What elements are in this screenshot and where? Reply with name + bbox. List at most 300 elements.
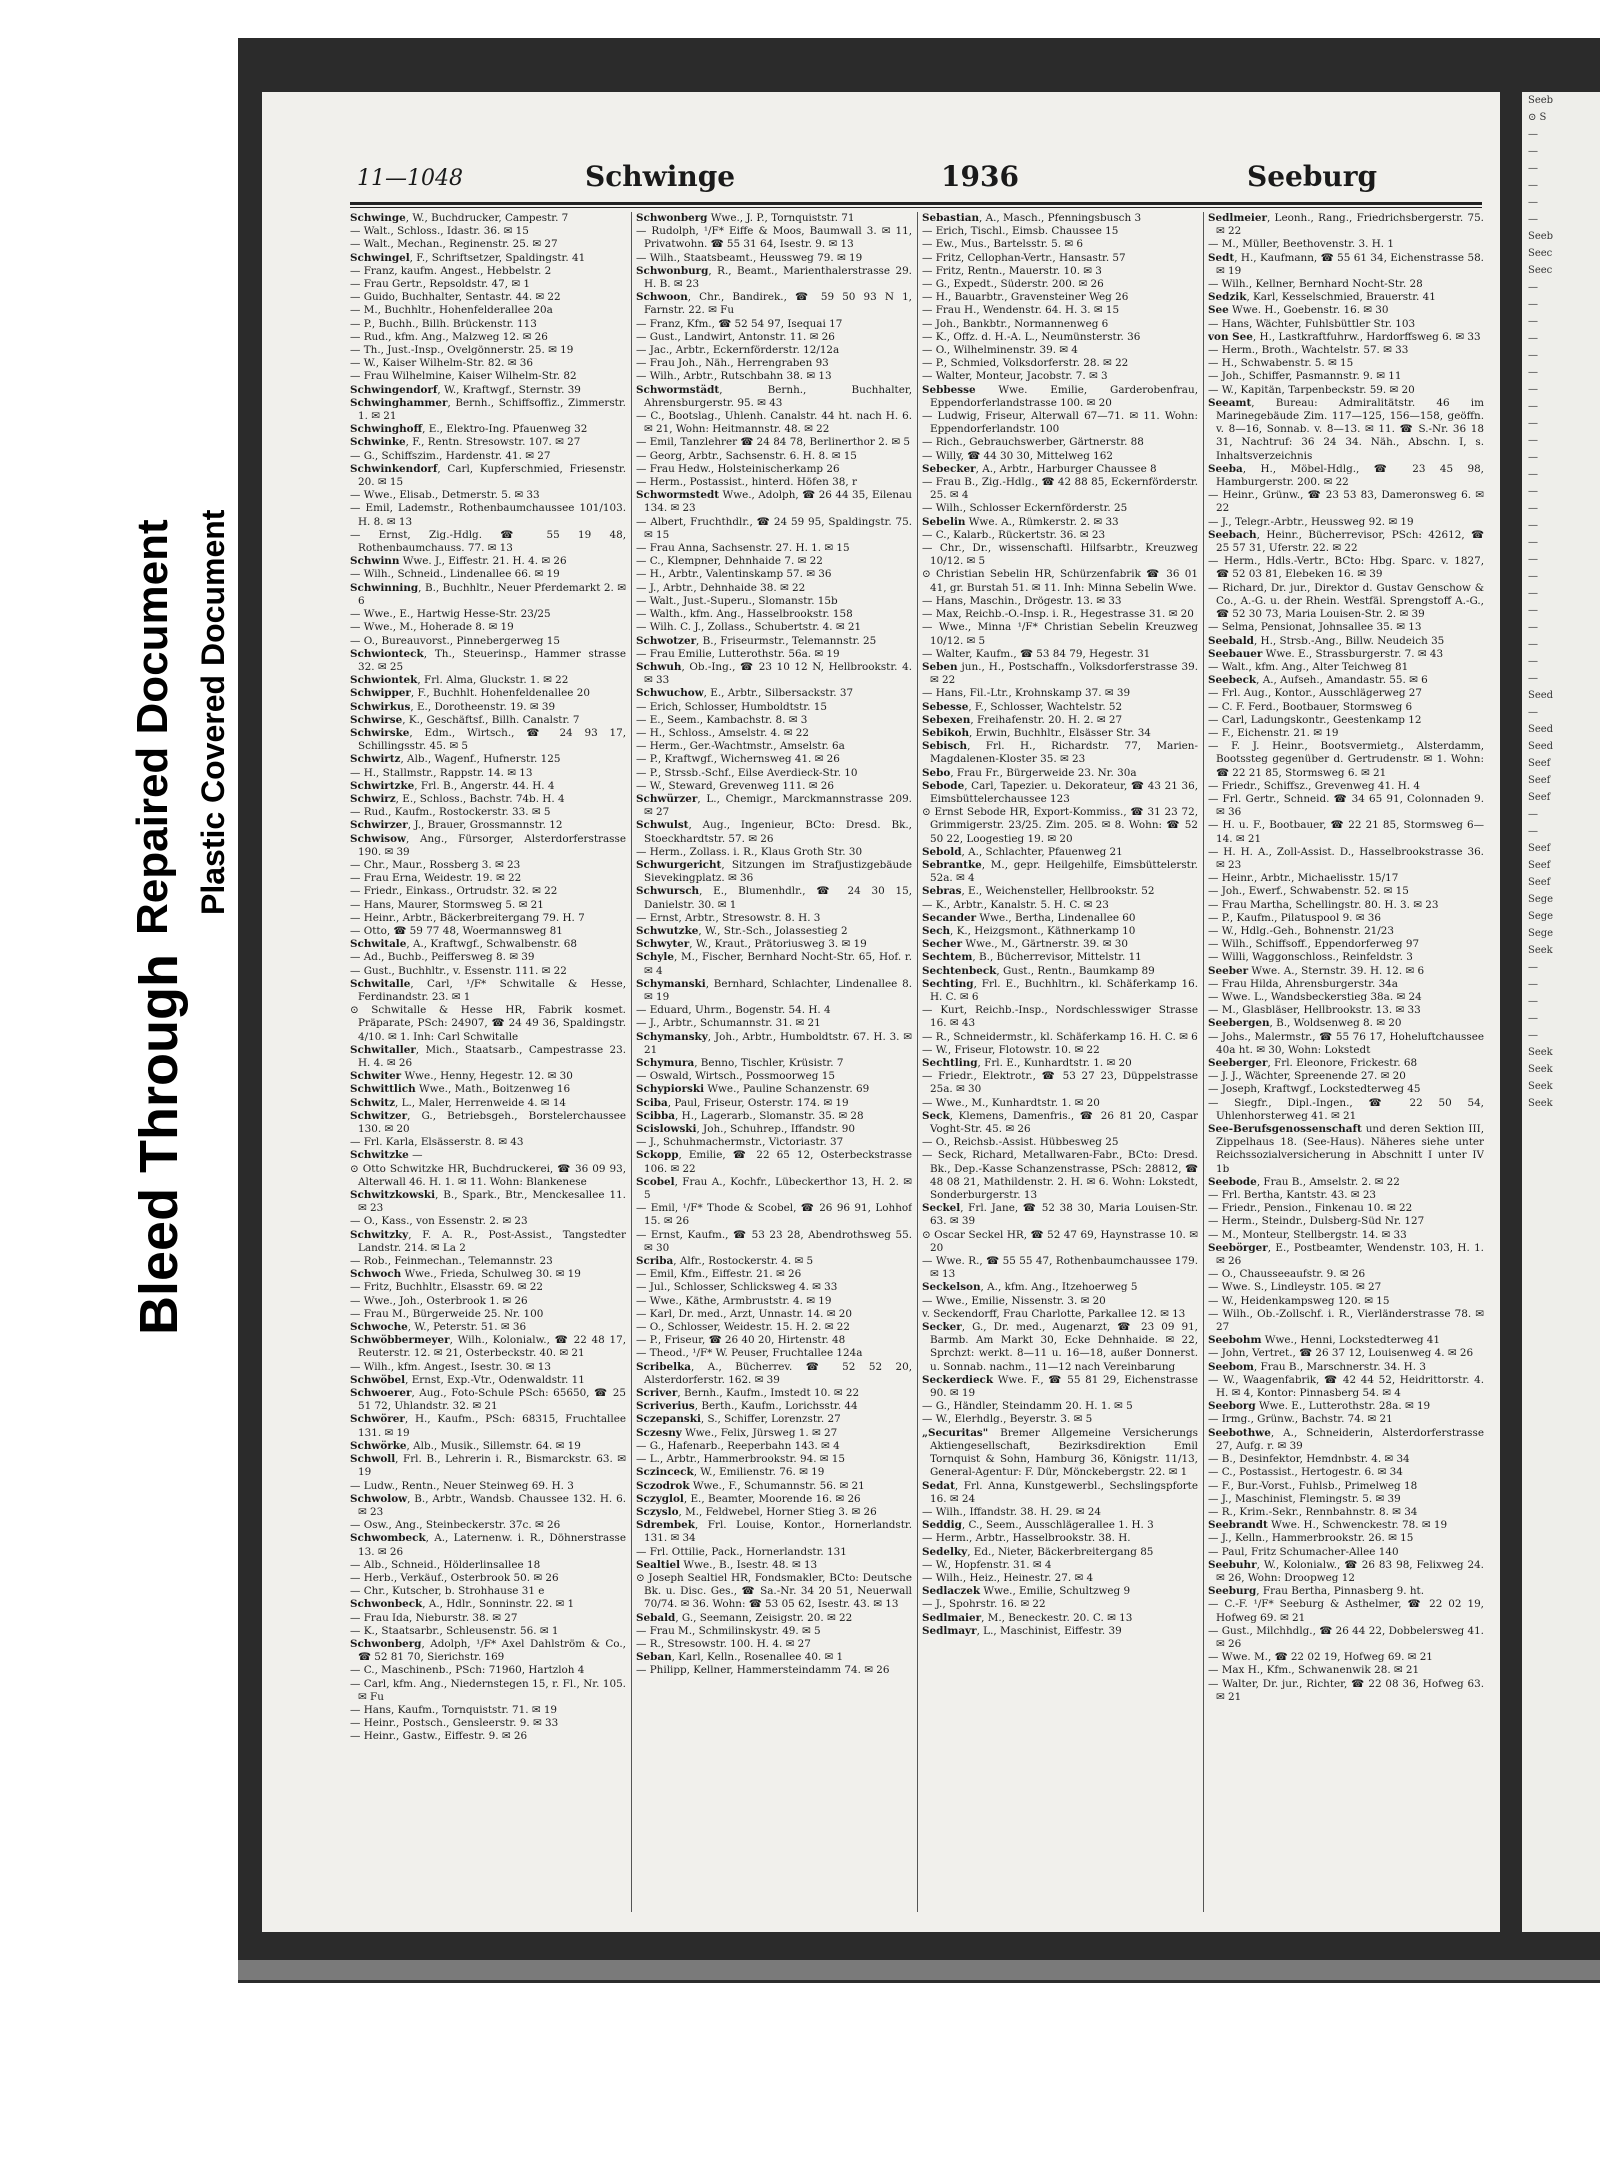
entry-details: — M., Buchhltr., Hohenfelderallee 20a bbox=[350, 304, 553, 317]
entry-details: — Frau Erna, Weidestr. 19. ✉ 22 bbox=[350, 872, 522, 885]
entry-details: — Rud., Kaufm., Rostockerstr. 33. ✉ 5 bbox=[350, 806, 551, 819]
entry-surname: Seban bbox=[636, 1651, 672, 1664]
directory-entry bbox=[350, 925, 626, 938]
entry-details: — H., Stallmstr., Rappstr. 14. ✉ 13 bbox=[350, 766, 533, 779]
entry-details: — F., Bur.-Vorst., Fuhlsb., Primelweg 18 bbox=[1208, 1479, 1418, 1492]
entry-details: , Frl. B., Lehrerin i. R., Bismarckstr. 63. ✉ 19 bbox=[358, 1453, 626, 1479]
entry-details: — Max, Reichb.-O.-Insp. i. R., Hegestrasse 31. ✉ 20 bbox=[922, 608, 1194, 621]
entry-surname: Seckerdieck bbox=[922, 1373, 994, 1386]
directory-entry bbox=[922, 1281, 1198, 1294]
adjacent-page-fragment: — bbox=[1528, 979, 1538, 990]
directory-entry bbox=[1208, 819, 1484, 845]
entry-details: — C. F. Ferd., Bootbauer, Stormsweg 6 bbox=[1208, 700, 1413, 713]
entry-surname: Sechting bbox=[922, 977, 974, 990]
adjacent-page-fragment: — bbox=[1528, 282, 1538, 293]
directory-entry bbox=[636, 1321, 912, 1334]
entry-details: , W., Kolonialw., ☎ 26 83 98, Felixweg 24. ✉ 26, Wohn: Droopweg 12 bbox=[1216, 1558, 1484, 1584]
directory-entry bbox=[350, 1189, 626, 1215]
directory-entry bbox=[922, 701, 1198, 714]
adjacent-page-fragment: — bbox=[1528, 299, 1538, 310]
entry-details: — P., Schmied, Volksdorferstr. 28. ✉ 22 bbox=[922, 357, 1129, 370]
entry-details: — E., Seem., Kambachstr. 8. ✉ 3 bbox=[636, 713, 808, 726]
entry-details: , E., Dorotheenstr. 19. ✉ 39 bbox=[410, 700, 556, 713]
adjacent-page-fragment: — bbox=[1528, 452, 1538, 463]
entry-details: , E., Weichensteller, Hellbrookstr. 52 bbox=[961, 885, 1155, 898]
directory-entry bbox=[922, 238, 1198, 251]
directory-entry bbox=[1208, 529, 1484, 555]
directory-entry bbox=[636, 225, 912, 251]
bleed-through-label: Bleed Through bbox=[129, 954, 189, 1335]
directory-entry bbox=[636, 767, 912, 780]
entry-details: — Frau Gertr., Repsoldstr. 47, ✉ 1 bbox=[350, 278, 530, 291]
directory-entry bbox=[922, 265, 1198, 278]
directory-entry bbox=[922, 318, 1198, 331]
entry-details: , Alfr., Rostockerstr. 4. ✉ 5 bbox=[673, 1255, 814, 1268]
directory-entry bbox=[636, 1202, 912, 1228]
directory-entry bbox=[636, 978, 912, 1004]
directory-entry bbox=[636, 489, 912, 515]
directory-entry bbox=[636, 740, 912, 753]
entry-details: , W., Emilienstr. 76. ✉ 19 bbox=[693, 1466, 825, 1479]
repaired-document-label: Repaired Document bbox=[128, 519, 177, 935]
entry-surname: Seckelson bbox=[922, 1281, 981, 1294]
entry-details: — Wwe. L., Wandsbeckerstieg 38a. ✉ 24 bbox=[1208, 990, 1422, 1003]
entry-details: Bremer Allgemeine Versicherungs Aktiengesellschaft, Bezirksdirektion Emil Tornquist & Sohn, Hamburg 36, Königstr. 11/13, General-Agentur: F. Dür, Mönckebergstr. 22. ✉ 1 bbox=[930, 1426, 1198, 1479]
entry-details: — Herb., Verkäuf., Osterbrook 50. ✉ 26 bbox=[350, 1571, 559, 1584]
directory-entry bbox=[350, 1730, 626, 1743]
column-divider bbox=[917, 212, 918, 1912]
entry-surname: Schwursch bbox=[636, 885, 700, 898]
directory-entry bbox=[350, 370, 626, 383]
directory-entry bbox=[1208, 212, 1484, 238]
entry-details: — Ludwig, Friseur, Alterwall 67—71. ✉ 11. Wohn: Eppendorferlandstr. 100 bbox=[922, 410, 1198, 436]
directory-entry bbox=[1208, 278, 1484, 291]
entry-surname: Sebo bbox=[922, 766, 951, 779]
directory-entry bbox=[350, 912, 626, 925]
entry-details: — Wilh., kfm. Angest., Isestr. 30. ✉ 13 bbox=[350, 1360, 552, 1373]
directory-entry bbox=[350, 1664, 626, 1677]
entry-details: ⊙ Otto Schwitzke HR, Buchdruckerei, ☎ 36 09 93, Alterwall 46. H. 1. ✉ 11. Wohn: Blankenese bbox=[350, 1162, 626, 1188]
entry-surname: Seck bbox=[922, 1109, 950, 1122]
entry-details: — O., Bureauvorst., Pinnebergerweg 15 bbox=[350, 634, 560, 647]
entry-details: — Emil, ¹/F* Thode & Scobel, ☎ 26 96 91, Lohhof 15. ✉ 26 bbox=[636, 1202, 912, 1228]
adjacent-page-fragment: — bbox=[1528, 146, 1538, 157]
entry-details: — Emil, Tanzlehrer ☎ 24 84 78, Berlinerthor 2. ✉ 5 bbox=[636, 436, 910, 449]
entry-details: , Berth., Kaufm., Lorichsstr. 44 bbox=[694, 1400, 858, 1413]
entry-surname: Seebothwe bbox=[1208, 1426, 1271, 1439]
entry-details: , Sitzungen im Strafjustizgebäude Sievekingplatz. ✉ 36 bbox=[644, 858, 912, 885]
entry-surname: Seebergen bbox=[1208, 1017, 1270, 1030]
directory-entry bbox=[1208, 1678, 1484, 1704]
directory-columns bbox=[350, 212, 1482, 1912]
entry-details: — Herm., Steindr., Dulsberg-Süd Nr. 127 bbox=[1208, 1215, 1425, 1228]
directory-entry bbox=[1208, 714, 1484, 727]
entry-surname: Schwotzer bbox=[636, 634, 697, 647]
directory-entry bbox=[922, 885, 1198, 898]
entry-details: jun., H., Postschaffn., Volksdorferstrasse 39. ✉ 22 bbox=[930, 660, 1198, 687]
entry-details: , B., Spark., Btr., Menckesallee 11. ✉ 23 bbox=[358, 1189, 626, 1215]
entry-details: , Frau Bertha, Pinnasberg 9. ht. bbox=[1256, 1585, 1425, 1598]
entry-surname: Schwormstedt bbox=[636, 489, 720, 502]
entry-surname: von See bbox=[1208, 330, 1253, 343]
directory-entry bbox=[636, 450, 912, 463]
entry-details: Wwe. H., Schwenckestr. 78. ✉ 19 bbox=[1267, 1519, 1448, 1532]
entry-details: , F., Buchhlt. Hohenfeldenallee 20 bbox=[410, 687, 590, 700]
directory-entry bbox=[350, 555, 626, 568]
entry-details: , C., Seem., Ausschlägerallee 1. H. 3 bbox=[961, 1519, 1154, 1532]
entry-details: , Bernh., Kaufm., Imstedt 10. ✉ 22 bbox=[677, 1387, 860, 1400]
entry-surname: Scriverius bbox=[636, 1400, 695, 1413]
directory-entry bbox=[636, 1334, 912, 1347]
entry-surname: Schwitaller bbox=[350, 1043, 416, 1056]
entry-details: , E., Schloss., Bachstr. 74b. H. 4 bbox=[395, 792, 565, 805]
entry-details: — G., Hafenarb., Reeperbahn 143. ✉ 4 bbox=[636, 1439, 840, 1452]
entry-details: , H., Kaufmann, ☎ 55 61 34, Eichenstrasse 58. ✉ 19 bbox=[1216, 251, 1484, 277]
directory-entry bbox=[350, 978, 626, 1004]
directory-entry bbox=[1208, 1427, 1484, 1453]
entry-surname: Scobel bbox=[636, 1175, 675, 1188]
directory-entry bbox=[922, 1374, 1198, 1400]
entry-details: — Walt., Mechan., Reginenstr. 25. ✉ 27 bbox=[350, 238, 558, 251]
entry-details: , W., Kraut., Prätoriusweg 3. ✉ 19 bbox=[689, 938, 867, 951]
entry-details: , Ed., Nieter, Bäckerbreitergang 85 bbox=[967, 1545, 1154, 1558]
entry-surname: Schwitzky bbox=[350, 1228, 409, 1241]
directory-entry bbox=[922, 225, 1198, 238]
adjacent-page-fragment: Seed bbox=[1528, 690, 1554, 701]
directory-entry bbox=[350, 331, 626, 344]
entry-surname: Schwirse bbox=[350, 713, 403, 726]
entry-details: , Bernhard, Schlachter, Lindenallee 8. ✉ 19 bbox=[644, 977, 912, 1003]
directory-entry bbox=[350, 1638, 626, 1664]
entry-surname: Sebelin bbox=[922, 515, 966, 528]
entry-surname: Sckopp bbox=[636, 1149, 679, 1162]
entry-details: — H. u. F., Bootbauer, ☎ 22 21 85, Stormsweg 6—14. ✉ 21 bbox=[1208, 819, 1484, 845]
entry-surname: Sech bbox=[922, 924, 950, 937]
entry-details: , M., Beneckestr. 20. C. ✉ 13 bbox=[981, 1611, 1133, 1624]
entry-details: , Frl. H., Richardstr. 77, Marien-Magdalenen-Kloster 35. ✉ 23 bbox=[930, 740, 1198, 766]
entry-details: , Heinr., Bücherrevisor, PSch: 42612, ☎ 25 57 31, Uferstr. 22. ✉ 22 bbox=[1216, 528, 1484, 555]
entry-surname: Schwombeck bbox=[350, 1532, 426, 1545]
entry-surname: Schwöbbermeyer bbox=[350, 1334, 450, 1347]
directory-entry bbox=[922, 542, 1198, 568]
entry-details: — Friedr., Pension., Finkenau 10. ✉ 22 bbox=[1208, 1202, 1413, 1215]
entry-details: ⊙ Schwitalle & Hesse HR, Fabrik kosmet. Präparate, PSch: 24907, ☎ 24 49 36, Spaldingstr. 4/10. ✉ 1. Inh: Carl Schwitalle bbox=[350, 1004, 626, 1043]
directory-entry bbox=[636, 1361, 912, 1387]
directory-year: 1936 bbox=[941, 160, 1019, 193]
directory-entry bbox=[922, 1532, 1198, 1545]
entry-surname: Seeborg bbox=[1208, 1400, 1256, 1413]
directory-entry bbox=[922, 291, 1198, 304]
directory-entry bbox=[350, 899, 626, 912]
directory-entry bbox=[636, 1612, 912, 1625]
adjacent-page-fragment: — bbox=[1528, 214, 1538, 225]
entry-details: — Ernst, Arbtr., Stresowstr. 8. H. 3 bbox=[636, 911, 821, 924]
directory-entry bbox=[350, 727, 626, 753]
entry-details: — Wwe. S., Lindleystr. 105. ✉ 27 bbox=[1208, 1281, 1382, 1294]
directory-entry bbox=[922, 727, 1198, 740]
directory-entry bbox=[1208, 344, 1484, 357]
directory-entry bbox=[1208, 1347, 1484, 1360]
entry-details: , G., Betriebsgeh., Borstelerchaussee 130. ✉ 20 bbox=[358, 1109, 626, 1136]
entry-details: — P., Buchh., Billh. Brückenstr. 113 bbox=[350, 317, 537, 330]
entry-details: , W., Buchdrucker, Campestr. 7 bbox=[405, 212, 569, 224]
directory-entry bbox=[636, 331, 912, 344]
entry-details: Wwe. A., Sternstr. 39. H. 12. ✉ 6 bbox=[1248, 964, 1425, 977]
entry-details: — Seck, Richard, Metallwaren-Fabr., BCto: Dresd. Bk., Dep.-Kasse Schanzenstrasse, PSch: 28812, ☎ 48 08 21, Mathildenstr. 2. H. ✉ 6. Wohn: Lokstedt, Sonderburgerstr. 13 bbox=[922, 1149, 1198, 1202]
entry-details: — Joh., Schiffer, Pasmannstr. 9. ✉ 11 bbox=[1208, 370, 1402, 383]
entry-surname: Secander bbox=[922, 911, 977, 924]
entry-surname: Sczodrok bbox=[636, 1479, 690, 1492]
directory-entry bbox=[636, 1057, 912, 1070]
directory-entry bbox=[1208, 357, 1484, 370]
entry-details: Wwe., Frieda, Schulweg 30. ✉ 19 bbox=[401, 1268, 581, 1281]
directory-entry bbox=[1208, 489, 1484, 515]
directory-entry bbox=[636, 846, 912, 859]
directory-entry bbox=[636, 1651, 912, 1664]
entry-details: — Frau M., Schmilinskystr. 49. ✉ 5 bbox=[636, 1624, 821, 1637]
entry-details: , L., Maler, Herrenweide 4. ✉ 14 bbox=[394, 1096, 567, 1109]
directory-entry bbox=[636, 714, 912, 727]
directory-entry bbox=[1208, 370, 1484, 383]
entry-surname: Sebexen bbox=[922, 713, 971, 726]
entry-surname: Schwitzke bbox=[350, 1149, 409, 1162]
entry-details: Wwe. Emilie, Garderobenfrau, Eppendorferlandstrasse 100. ✉ 20 bbox=[930, 383, 1198, 409]
entry-surname: Schymura bbox=[636, 1057, 695, 1069]
directory-entry bbox=[350, 1413, 626, 1439]
directory-entry bbox=[922, 502, 1198, 515]
entry-details: — G., Händler, Steindamm 20. H. 1. ✉ 5 bbox=[922, 1400, 1133, 1413]
directory-entry bbox=[636, 582, 912, 595]
entry-details: — W., Kaiser Wilhelm-Str. 82. ✉ 36 bbox=[350, 357, 533, 370]
entry-details: Wwe. F., ☎ 55 81 29, Eichenstrasse 90. ✉ 19 bbox=[930, 1373, 1198, 1400]
entry-details: , H., Lagerarb., Slomanstr. 35. ✉ 28 bbox=[675, 1109, 864, 1122]
directory-entry bbox=[350, 687, 626, 700]
entry-details: — Hans, Maschin., Drögestr. 13. ✉ 33 bbox=[922, 594, 1122, 607]
directory-entry bbox=[350, 1598, 626, 1611]
entry-details: , E., Beamter, Moorende 16. ✉ 26 bbox=[683, 1492, 861, 1505]
entry-surname: Sedlmaier bbox=[922, 1611, 982, 1624]
directory-entry bbox=[636, 661, 912, 687]
directory-entry bbox=[922, 212, 1198, 225]
directory-entry bbox=[1208, 687, 1484, 700]
directory-entry bbox=[350, 1559, 626, 1572]
entry-details: — Hans, Maurer, Stormsweg 5. ✉ 21 bbox=[350, 898, 544, 911]
entry-details: — J., Arbtr., Schumannstr. 31. ✉ 21 bbox=[636, 1017, 821, 1030]
directory-entry bbox=[922, 1149, 1198, 1202]
directory-entry bbox=[1208, 1189, 1484, 1202]
entry-details: — B., Desinfektor, Hemdnbstr. 4. ✉ 34 bbox=[1208, 1453, 1410, 1466]
entry-details: — Philipp, Kellner, Hammersteindamm 74. ✉ 26 bbox=[636, 1664, 890, 1677]
directory-entry bbox=[636, 912, 912, 925]
directory-entry bbox=[636, 938, 912, 951]
entry-details: — Hans, Wächter, Fuhlsbüttler Str. 103 bbox=[1208, 317, 1416, 330]
directory-entry bbox=[1208, 1031, 1484, 1057]
directory-entry bbox=[1208, 1057, 1484, 1070]
entry-surname: Sczinceck bbox=[636, 1466, 694, 1479]
entry-surname: Seebörger bbox=[1208, 1241, 1268, 1254]
entry-details: — Wwe., Käthe, Armbruststr. 4. ✉ 19 bbox=[636, 1294, 832, 1307]
entry-details: , Frl. Alma, Gluckstr. 1. ✉ 22 bbox=[417, 674, 569, 687]
entry-surname: Sedat bbox=[922, 1479, 955, 1492]
entry-surname: Schymanski bbox=[636, 977, 706, 990]
directory-entry bbox=[922, 1559, 1198, 1572]
directory-entry bbox=[350, 1004, 626, 1044]
entry-surname: Seebuhr bbox=[1208, 1558, 1257, 1571]
entry-details: — Emil, Kfm., Eiffestr. 21. ✉ 26 bbox=[636, 1268, 802, 1281]
directory-entry bbox=[350, 872, 626, 885]
directory-entry bbox=[1208, 397, 1484, 463]
directory-entry bbox=[350, 674, 626, 687]
directory-entry bbox=[1208, 1334, 1484, 1347]
directory-entry bbox=[350, 344, 626, 357]
directory-entry bbox=[636, 410, 912, 436]
entry-details: — Theod., ¹/F* W. Peuser, Fruchtallee 124a bbox=[636, 1347, 863, 1360]
entry-details: — Walter, Kaufm., ☎ 53 84 79, Hegestr. 31 bbox=[922, 647, 1151, 660]
entry-details: , M., gepr. Heilgehilfe, Eimsbüttelerstr. 52a. ✉ 4 bbox=[930, 858, 1198, 885]
page-header bbox=[357, 160, 1477, 198]
adjacent-page-fragment: — bbox=[1528, 418, 1538, 429]
directory-entry bbox=[922, 410, 1198, 436]
entry-surname: Sechtenbeck bbox=[922, 964, 997, 977]
directory-entry bbox=[636, 621, 912, 634]
entry-surname: Schwinghammer bbox=[350, 396, 448, 409]
directory-entry bbox=[922, 278, 1198, 291]
directory-entry bbox=[922, 357, 1198, 370]
entry-details: — Herm., Postassist., hinterd. Höfen 38, r bbox=[636, 476, 857, 489]
entry-details: , G., Dr. med., Augenarzt, ☎ 23 09 91, Barmb. Am Markt 30, Ecke Dehnhaide. ✉ 22, Sprchzt: werkt. 8—11 u. 16—18, außer Donnerst. u. Sonnab. nachm., 11—12 nach Vereinbarung bbox=[930, 1321, 1198, 1373]
entry-details: — Hans, Kaufm., Tornquiststr. 71. ✉ 19 bbox=[350, 1703, 558, 1716]
adjacent-page-fragment: — bbox=[1528, 537, 1538, 548]
directory-entry bbox=[350, 859, 626, 872]
entry-details: — Wilh., Iffandstr. 38. H. 29. ✉ 24 bbox=[922, 1505, 1101, 1518]
entry-details: — Wwe., M., Kunhardtstr. 1. ✉ 20 bbox=[922, 1096, 1100, 1109]
directory-entry bbox=[350, 1717, 626, 1730]
adjacent-page-fragment: Sege bbox=[1528, 928, 1554, 939]
adjacent-page-edge bbox=[1522, 92, 1600, 1932]
directory-entry bbox=[922, 1110, 1198, 1136]
directory-entry bbox=[1208, 1664, 1484, 1677]
directory-entry bbox=[922, 384, 1198, 410]
directory-entry bbox=[636, 1255, 912, 1268]
entry-details: , J., Brauer, Grossmannstr. 12 bbox=[407, 819, 563, 832]
directory-entry bbox=[350, 1255, 626, 1268]
directory-entry bbox=[922, 1044, 1198, 1057]
directory-entry bbox=[636, 542, 912, 555]
directory-entry bbox=[350, 1374, 626, 1387]
directory-entry bbox=[1208, 1651, 1484, 1664]
entry-details: — Frl. Bertha, Kantstr. 43. ✉ 23 bbox=[1208, 1189, 1377, 1202]
entry-details: — Heinr., Arbtr., Michaelisstr. 15/17 bbox=[1208, 872, 1399, 885]
directory-entry bbox=[636, 635, 912, 648]
directory-entry bbox=[922, 1400, 1198, 1413]
directory-entry bbox=[922, 767, 1198, 780]
directory-entry bbox=[350, 304, 626, 317]
entry-details: , Alb., Wagenf., Hufnerstr. 125 bbox=[400, 753, 561, 766]
entry-details: — Alb., Schneid., Hölderlinsallee 18 bbox=[350, 1558, 541, 1571]
entry-surname: Sczyslo bbox=[636, 1505, 679, 1518]
entry-details: , M., Feldwebel, Horner Stieg 3. ✉ 26 bbox=[678, 1505, 877, 1518]
entry-details: — Irmg., Grünw., Bachstr. 74. ✉ 21 bbox=[1208, 1413, 1393, 1426]
directory-entry bbox=[922, 1572, 1198, 1585]
directory-entry bbox=[1208, 1242, 1484, 1268]
entry-surname: Schwirtzke bbox=[350, 779, 415, 792]
directory-entry bbox=[636, 384, 912, 410]
adjacent-page-fragment: Seed bbox=[1528, 724, 1554, 735]
entry-details: — Friedr., Schiffsz., Grevenweg 41. H. 4 bbox=[1208, 779, 1421, 792]
directory-entry bbox=[636, 476, 912, 489]
entry-details: — Walter, Dr. jur., Richter, ☎ 22 08 36, Hofweg 63. ✉ 21 bbox=[1208, 1677, 1484, 1703]
directory-entry bbox=[636, 885, 912, 911]
directory-entry bbox=[350, 1453, 626, 1479]
directory-entry bbox=[1208, 1070, 1484, 1083]
directory-entry bbox=[922, 1427, 1198, 1480]
entry-surname: Sebisch bbox=[922, 740, 968, 753]
directory-entry bbox=[922, 1202, 1198, 1228]
entry-details: — Albert, Fruchthdlr., ☎ 24 59 95, Spaldingstr. 75. ✉ 15 bbox=[636, 515, 912, 541]
directory-entry bbox=[350, 1308, 626, 1321]
directory-entry bbox=[636, 648, 912, 661]
entry-surname: Schwiontek bbox=[350, 674, 418, 687]
entry-details: — Th., Just.-Insp., Ovelgönnerstr. 25. ✉ 19 bbox=[350, 344, 574, 357]
adjacent-page-fragment: — bbox=[1528, 962, 1538, 973]
entry-details: , Freihafenstr. 20. H. 2. ✉ 27 bbox=[970, 713, 1123, 726]
entry-details: , Wilh., Kolonialw., ☎ 22 48 17, Reuterstr. 12. ✉ 21, Osterbeckstr. 40. ✉ 21 bbox=[358, 1334, 626, 1360]
entry-details: — Wilh. C. J., Zollass., Schubertstr. 4. ✉ 21 bbox=[636, 621, 862, 634]
entry-details: , E., Arbtr., Silbersackstr. 37 bbox=[703, 687, 854, 700]
entry-surname: Schwisow bbox=[350, 832, 407, 845]
adjacent-page-fragment: Seed bbox=[1528, 741, 1554, 752]
entry-details: — Franz, Kfm., ☎ 52 54 97, Isequai 17 bbox=[636, 317, 843, 330]
entry-details: — P., Strssb.-Schf., Eilse Averdieck-Str. 10 bbox=[636, 766, 858, 779]
entry-details: — Walt., kfm. Ang., Alter Teichweg 81 bbox=[1208, 660, 1409, 673]
entry-details: — K., Arbtr., Kanalstr. 5. H. C. ✉ 23 bbox=[922, 898, 1109, 911]
adjacent-page-fragment: — bbox=[1528, 1013, 1538, 1024]
entry-details: Wwe., Math., Boitzenweg 16 bbox=[415, 1083, 571, 1096]
entry-details: — Frl. Karla, Elsässerstr. 8. ✉ 43 bbox=[350, 1136, 524, 1149]
entry-details: , Klemens, Damenfris., ☎ 26 81 20, Caspar Voght-Str. 45. ✉ 26 bbox=[930, 1109, 1198, 1136]
directory-entry bbox=[636, 793, 912, 819]
entry-details: — Erich, Schlosser, Humboldtstr. 15 bbox=[636, 700, 827, 713]
entry-details: — K., Staatsarbr., Schleusenstr. 56. ✉ 1 bbox=[350, 1624, 559, 1637]
directory-entry bbox=[922, 1308, 1198, 1321]
directory-entry bbox=[350, 1519, 626, 1532]
adjacent-page-fragment: Sege bbox=[1528, 911, 1554, 922]
entry-details: — W., Steward, Grevenweg 111. ✉ 26 bbox=[636, 779, 835, 792]
entry-surname: Seebald bbox=[1208, 634, 1254, 647]
entry-surname: Sechtem bbox=[922, 951, 973, 964]
directory-entry bbox=[1208, 925, 1484, 938]
entry-surname: Schwonberg bbox=[636, 212, 708, 224]
adjacent-page-fragment: — bbox=[1528, 996, 1538, 1007]
entry-details: , G., Seemann, Zeisigstr. 20. ✉ 22 bbox=[675, 1611, 853, 1624]
entry-details: , H., Kaufm., PSch: 68315, Fruchtallee 131. ✉ 19 bbox=[358, 1413, 626, 1439]
directory-entry bbox=[350, 238, 626, 251]
directory-entry bbox=[350, 1387, 626, 1413]
entry-details: , A., Arbtr., Harburger Chaussee 8 bbox=[975, 462, 1157, 475]
directory-entry bbox=[350, 951, 626, 964]
directory-entry bbox=[1208, 1308, 1484, 1334]
entry-details: — Heinr., Arbtr., Bäckerbreitergang 79. H. 7 bbox=[350, 911, 585, 924]
directory-entry bbox=[350, 1532, 626, 1558]
directory-entry bbox=[350, 1083, 626, 1096]
entry-surname: Schwonburg bbox=[636, 264, 709, 277]
column-3 bbox=[922, 212, 1198, 1912]
entry-details: — Walt., Just.-Superu., Slomanstr. 15b bbox=[636, 594, 838, 607]
adjacent-page-fragment: — bbox=[1528, 401, 1538, 412]
entry-surname: Schwöbel bbox=[350, 1373, 406, 1386]
directory-entry bbox=[350, 1480, 626, 1493]
adjacent-page-fragment: Seeb bbox=[1528, 95, 1554, 106]
